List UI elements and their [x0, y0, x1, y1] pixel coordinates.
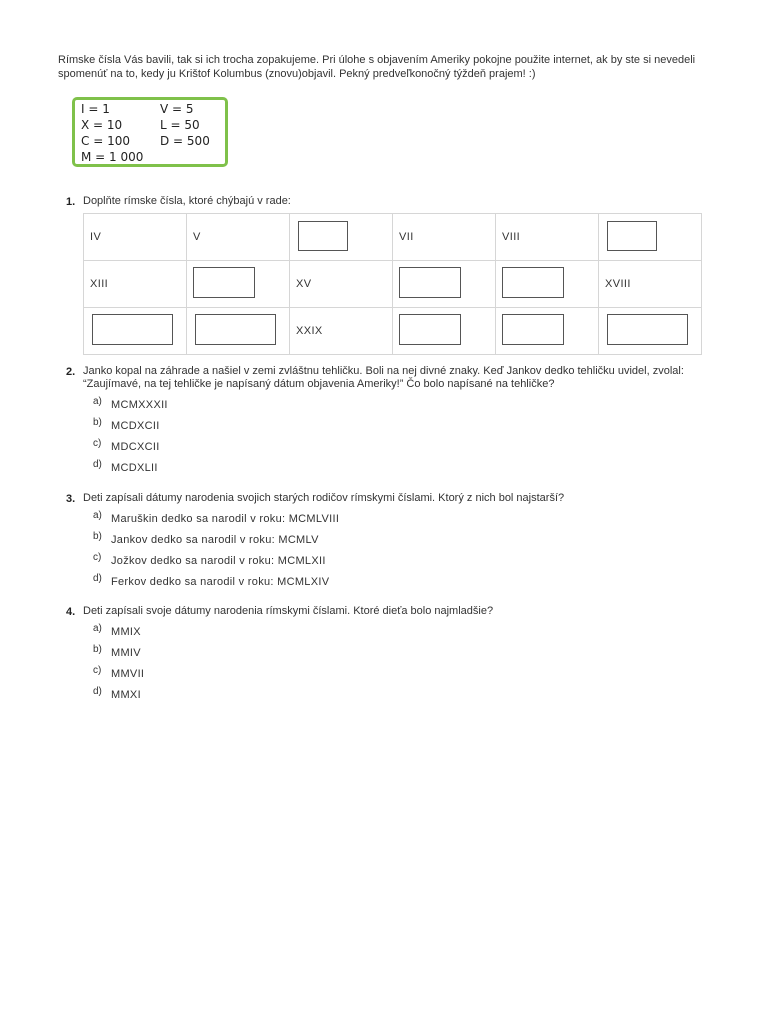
option-letter: d) [93, 573, 102, 584]
table-cell [290, 261, 393, 308]
table-cell [84, 214, 187, 261]
table-cell [599, 261, 702, 308]
intro-text: Rímske čísla Vás bavili, tak si ich trocha zopakujeme. Pri úlohe s objavením Ameriky pokojne použite internet, ak by ste si nevedeli spomenúť na to, kedy ju Krištof Kolumbus (znovu)objavil. Pekný predveľkonočný týždeň prajem! :) [58, 54, 696, 80]
option-text: MCMXXXII [111, 399, 168, 411]
cell-value: IV [90, 231, 102, 243]
option-text: Jožkov dedko sa narodil v roku: MCMLXII [111, 555, 326, 567]
question-text: Doplňte rímske čísla, ktoré chýbajú v rade: [83, 195, 291, 207]
table-row [84, 214, 702, 261]
option-text: MMXI [111, 689, 141, 701]
option-letter: d) [93, 459, 102, 470]
option-text: MDCXCII [111, 441, 160, 453]
table-cell [84, 308, 187, 355]
answer-blank[interactable] [502, 314, 564, 345]
table-row [84, 308, 702, 355]
answer-blank[interactable] [607, 221, 657, 251]
option-letter: b) [93, 644, 102, 655]
table-cell [393, 214, 496, 261]
table-cell [599, 214, 702, 261]
table-cell [599, 308, 702, 355]
option-text: Maruškin dedko sa narodil v roku: MCMLVIII [111, 513, 340, 525]
option-text: MCDXLII [111, 462, 158, 474]
answer-blank[interactable] [298, 221, 348, 251]
question-2 [58, 365, 718, 485]
cell-value: XXIX [296, 325, 323, 337]
cell-value: XV [296, 278, 312, 290]
question-number: 1. [66, 196, 76, 208]
legend-item: D = 500 [160, 134, 210, 148]
option-text: MMIV [111, 647, 141, 659]
cell-value: V [193, 231, 201, 243]
answer-blank[interactable] [607, 314, 688, 345]
question-text: Deti zapísali svoje dátumy narodenia rímskymi číslami. Ktoré dieťa bolo najmladšie? [83, 605, 494, 617]
roman-numeral-legend [72, 97, 228, 167]
table-cell [496, 261, 599, 308]
option-letter: a) [93, 396, 102, 407]
table-cell [290, 308, 393, 355]
table-cell [496, 214, 599, 261]
table-row [84, 261, 702, 308]
question-text: Janko kopal na záhrade a našiel v zemi zvláštnu tehličku. Boli na nej divné znaky. Keď Jankov dedko tehličku uvidel, zvolal: “Zaujímavé, na tej tehličke je napísaný dátum objavenia Ameriky!” Čo bolo napísané na tehličke? [83, 365, 684, 390]
legend-item: L = 50 [160, 118, 200, 132]
question-3 [58, 492, 718, 592]
table-cell [187, 308, 290, 355]
option-letter: a) [93, 510, 102, 521]
cell-value: VIII [502, 231, 521, 243]
legend-item: M = 1 000 [81, 150, 144, 164]
answer-blank[interactable] [193, 267, 255, 298]
option-letter: d) [93, 686, 102, 697]
option-letter: b) [93, 531, 102, 542]
answer-blank[interactable] [399, 314, 461, 345]
option-letter: c) [93, 552, 102, 563]
option-text: Ferkov dedko sa narodil v roku: MCMLXIV [111, 576, 330, 588]
legend-item: I = 1 [81, 102, 110, 116]
table-cell [84, 261, 187, 308]
question-text: Deti zapísali dátumy narodenia svojich starých rodičov rímskymi číslami. Ktorý z nich bol najstarší? [83, 492, 565, 504]
question-number: 2. [66, 366, 76, 378]
option-letter: a) [93, 623, 102, 634]
option-letter: c) [93, 665, 102, 676]
legend-item: V = 5 [160, 102, 194, 116]
table-cell [187, 261, 290, 308]
answer-blank[interactable] [92, 314, 173, 345]
question-1 [58, 195, 718, 209]
option-letter: b) [93, 417, 102, 428]
option-text: Jankov dedko sa narodil v roku: MCMLV [111, 534, 319, 546]
option-text: MCDXCII [111, 420, 160, 432]
option-letter: c) [93, 438, 102, 449]
question-4 [58, 605, 718, 705]
cell-value: VII [399, 231, 414, 243]
answer-blank[interactable] [195, 314, 276, 345]
question-number: 3. [66, 493, 76, 505]
option-text: MMIX [111, 626, 141, 638]
option-text: MMVII [111, 668, 145, 680]
roman-sequence-table [83, 213, 702, 355]
table-cell [393, 261, 496, 308]
table-cell [290, 214, 393, 261]
cell-value: XVIII [605, 278, 631, 290]
legend-item: C = 100 [81, 134, 130, 148]
legend-item: X = 10 [81, 118, 123, 132]
answer-blank[interactable] [399, 267, 461, 298]
table-cell [496, 308, 599, 355]
table-cell [393, 308, 496, 355]
cell-value: XIII [90, 278, 109, 290]
question-number: 4. [66, 606, 76, 618]
table-cell [187, 214, 290, 261]
answer-blank[interactable] [502, 267, 564, 298]
